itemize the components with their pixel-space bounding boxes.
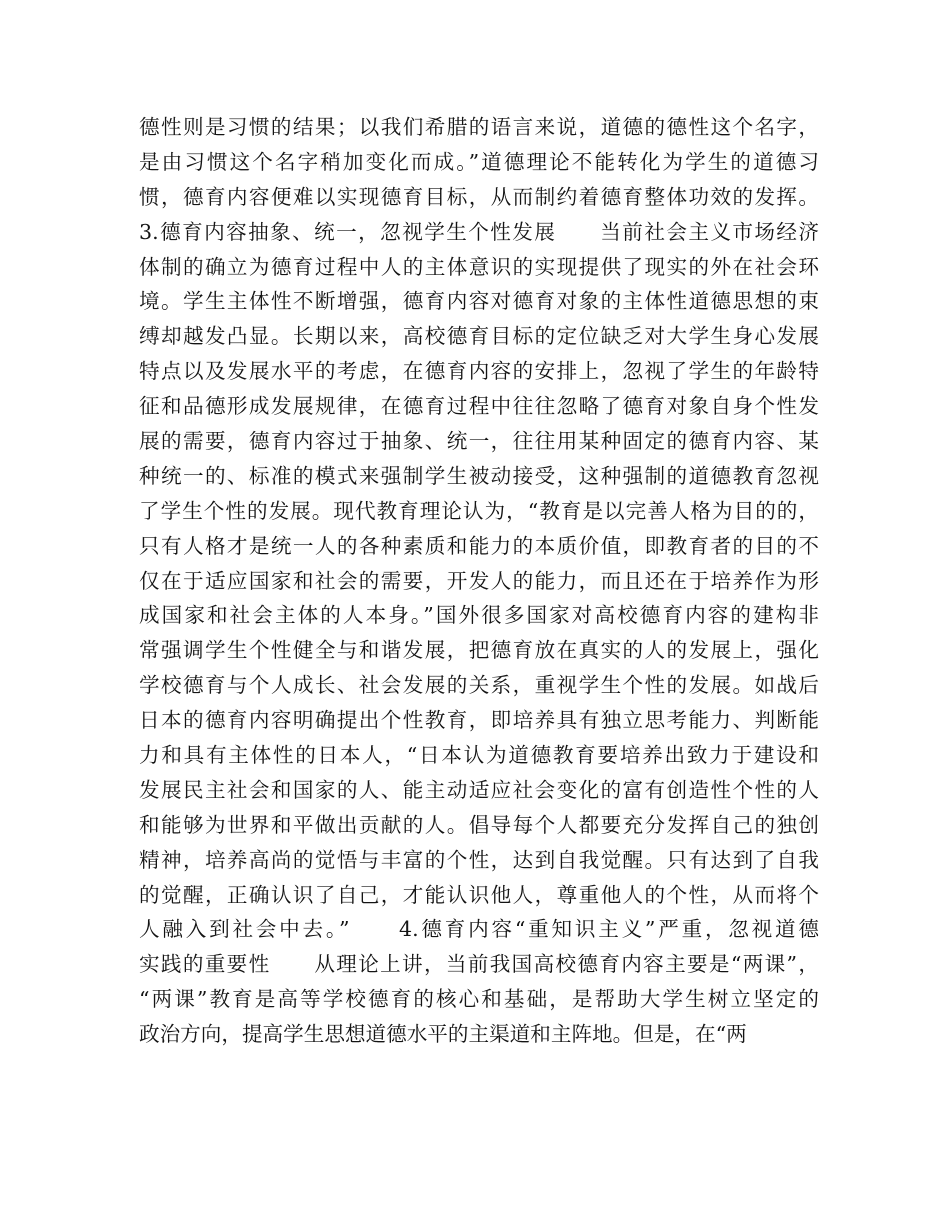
text-line: 种统一的、标准的模式来强制学生被动接受，这种强制的道德教育忽视 <box>139 463 819 488</box>
body-text <box>139 110 819 1052</box>
text-line: 征和品德形成发展规律，在德育过程中往往忽略了德育对象自身个性发 <box>139 394 819 419</box>
text-line: 发展民主社会和国家的人、能主动适应社会变化的富有创造性个性的人 <box>139 777 819 802</box>
text-line: 学校德育与个人成长、社会发展的关系，重视学生个性的发展。如战后 <box>139 673 819 698</box>
text-line: 惯，德育内容便难以实现德育目标，从而制约着德育整体功效的发挥。 <box>139 184 819 209</box>
text-line: 精神，培养高尚的觉悟与丰富的个性，达到自我觉醒。只有达到了自我 <box>139 847 819 872</box>
text-line: 是由习惯这个名字稍加变化而成。”道德理论不能转化为学生的道德习 <box>139 149 819 174</box>
text-line: 3.德育内容抽象、统一，忽视学生个性发展 当前社会主义市场经济 <box>139 219 819 244</box>
text-line: 实践的重要性 从理论上讲，当前我国高校德育内容主要是“两课”， <box>139 952 819 977</box>
text-line: 政治方向，提高学生思想道德水平的主渠道和主阵地。但是，在“两 <box>139 1022 747 1047</box>
text-line: 人融入到社会中去。” 4.德育内容“重知识主义”严重，忽视道德 <box>139 917 819 942</box>
text-line: 日本的德育内容明确提出个性教育，即培养具有独立思考能力、判断能 <box>139 708 819 733</box>
text-line: 的觉醒，正确认识了自己，才能认识他人，尊重他人的个性，从而将个 <box>139 882 819 907</box>
text-line: 成国家和社会主体的人本身。”国外很多国家对高校德育内容的建构非 <box>139 603 819 628</box>
text-line: 体制的确立为德育过程中人的主体意识的实现提供了现实的外在社会环 <box>139 254 819 279</box>
text-line: 缚却越发凸显。长期以来，高校德育目标的定位缺乏对大学生身心发展 <box>139 324 819 349</box>
text-line: 常强调学生个性健全与和谐发展，把德育放在真实的人的发展上，强化 <box>139 638 819 663</box>
text-line: 展的需要，德育内容过于抽象、统一，往往用某种固定的德育内容、某 <box>139 429 819 454</box>
text-line: 力和具有主体性的日本人，“日本认为道德教育要培养出致力于建设和 <box>139 743 819 768</box>
text-line: “两课”教育是高等学校德育的核心和基础，是帮助大学生树立坚定的 <box>139 987 819 1012</box>
text-line: 和能够为世界和平做出贡献的人。倡导每个人都要充分发挥自己的独创 <box>139 812 819 837</box>
text-line: 了学生个性的发展。现代教育理论认为，“教育是以完善人格为目的的， <box>139 498 819 523</box>
text-line: 境。学生主体性不断增强，德育内容对德育对象的主体性道德思想的束 <box>139 289 819 314</box>
text-line: 特点以及发展水平的考虑，在德育内容的安排上，忽视了学生的年龄特 <box>139 359 819 384</box>
text-line: 德性则是习惯的结果；以我们希腊的语言来说，道德的德性这个名字， <box>139 115 819 139</box>
text-line: 仅在于适应国家和社会的需要，开发人的能力，而且还在于培养作为形 <box>139 568 819 593</box>
text-line: 只有人格才是统一人的各种素质和能力的本质价值，即教育者的目的不 <box>139 533 819 558</box>
